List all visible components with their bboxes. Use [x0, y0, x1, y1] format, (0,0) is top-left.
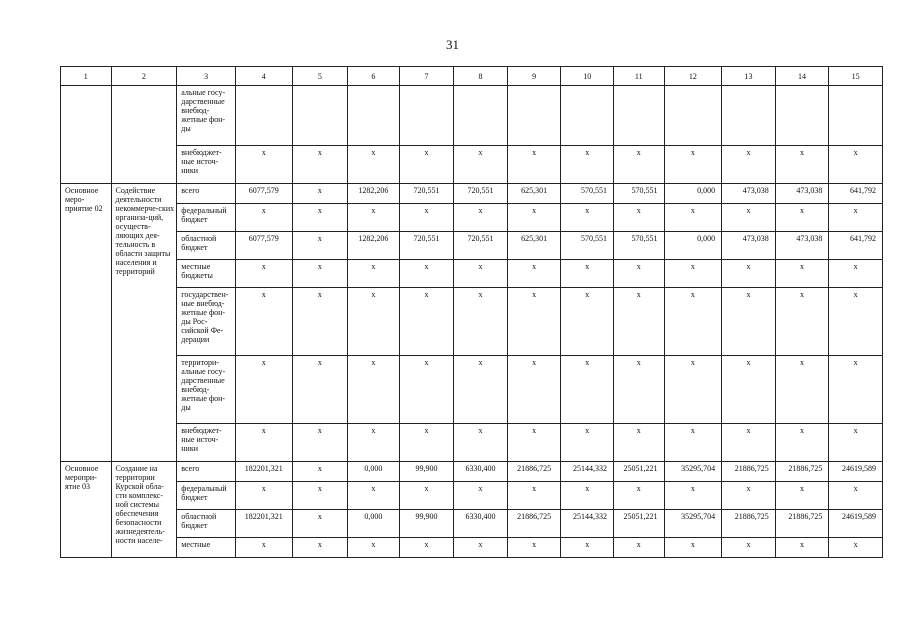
table-row — [61, 232, 883, 260]
value-cell: х — [399, 538, 454, 558]
value-cell: х — [454, 424, 508, 462]
value-cell: 99,900 — [399, 462, 454, 482]
activity-description: Создание на территории Курской обла-сти комплекс-ной системы обеспечения безопасности жизнедеятель-ности населе- — [111, 462, 177, 558]
value-cell: 35295,704 — [664, 462, 722, 482]
column-header: 2 — [111, 67, 177, 86]
value-cell: х — [561, 424, 614, 462]
value-cell: 24619,589 — [829, 510, 883, 538]
table-row — [61, 204, 883, 232]
value-cell: х — [613, 482, 664, 510]
value-cell: х — [292, 260, 348, 288]
value-cell — [561, 86, 614, 146]
value-cell: 21886,725 — [722, 462, 776, 482]
value-cell: х — [235, 356, 292, 424]
table-row — [61, 86, 883, 146]
value-cell: х — [722, 260, 776, 288]
value-cell: х — [507, 260, 561, 288]
table-row — [61, 510, 883, 538]
funding-source: альные госу-дарственные внебюд-жетные фон-ды — [177, 86, 236, 146]
column-header: 10 — [561, 67, 614, 86]
value-cell: х — [235, 146, 292, 184]
value-cell: 25051,221 — [613, 462, 664, 482]
value-cell: х — [664, 260, 722, 288]
value-cell: 473,038 — [722, 184, 776, 204]
value-cell: х — [292, 288, 348, 356]
table-row — [61, 462, 883, 482]
value-cell: х — [399, 482, 454, 510]
column-header: 8 — [454, 67, 508, 86]
funding-source: внебюджет-ные источ-ники — [177, 146, 236, 184]
value-cell: 720,551 — [454, 232, 508, 260]
value-cell: х — [292, 538, 348, 558]
table-row — [61, 424, 883, 462]
value-cell: х — [664, 356, 722, 424]
value-cell: х — [454, 538, 508, 558]
value-cell: х — [292, 204, 348, 232]
value-cell: 473,038 — [775, 184, 829, 204]
value-cell: х — [775, 424, 829, 462]
value-cell: х — [292, 146, 348, 184]
value-cell — [235, 86, 292, 146]
column-header: 5 — [292, 67, 348, 86]
value-cell: 6077,579 — [235, 184, 292, 204]
value-cell: х — [829, 356, 883, 424]
value-cell: х — [399, 204, 454, 232]
value-cell: 473,038 — [722, 232, 776, 260]
activity-description: Содействие деятельности некоммерче-ских организа-ций, осуществ-ляющих дея-тельность в области защиты населения и территорий — [111, 184, 177, 462]
value-cell: х — [722, 288, 776, 356]
value-cell — [722, 86, 776, 146]
value-cell: х — [722, 146, 776, 184]
value-cell — [399, 86, 454, 146]
value-cell: х — [235, 288, 292, 356]
value-cell: 0,000 — [348, 510, 400, 538]
value-cell — [829, 86, 883, 146]
value-cell: х — [722, 204, 776, 232]
value-cell: х — [829, 424, 883, 462]
activity-code — [61, 86, 112, 184]
value-cell: х — [561, 204, 614, 232]
value-cell: х — [399, 356, 454, 424]
value-cell: х — [235, 424, 292, 462]
value-cell: 0,000 — [664, 232, 722, 260]
value-cell: х — [348, 356, 400, 424]
value-cell: х — [775, 260, 829, 288]
table-row — [61, 482, 883, 510]
value-cell: х — [561, 146, 614, 184]
funding-source: областной бюджет — [177, 510, 236, 538]
value-cell: х — [292, 462, 348, 482]
column-header: 1 — [61, 67, 112, 86]
value-cell: х — [775, 288, 829, 356]
value-cell: х — [292, 424, 348, 462]
funding-source: территори-альные госу-дарственные внебюд-жетные фон-ды — [177, 356, 236, 424]
value-cell: 720,551 — [454, 184, 508, 204]
funding-source: местные бюджеты — [177, 260, 236, 288]
value-cell — [507, 86, 561, 146]
table-row — [61, 538, 883, 558]
value-cell: х — [664, 424, 722, 462]
value-cell: х — [507, 538, 561, 558]
value-cell: х — [348, 424, 400, 462]
column-header: 13 — [722, 67, 776, 86]
funding-source: всего — [177, 184, 236, 204]
value-cell: х — [664, 538, 722, 558]
funding-source: местные — [177, 538, 236, 558]
value-cell: х — [507, 288, 561, 356]
value-cell: х — [775, 146, 829, 184]
value-cell: х — [722, 356, 776, 424]
value-cell: 182201,321 — [235, 462, 292, 482]
value-cell: 570,551 — [561, 232, 614, 260]
value-cell: х — [454, 146, 508, 184]
value-cell: 6330,400 — [454, 462, 508, 482]
column-header: 15 — [829, 67, 883, 86]
funding-source: федеральный бюджет — [177, 204, 236, 232]
activity-description — [111, 86, 177, 184]
value-cell: 182201,321 — [235, 510, 292, 538]
value-cell: х — [775, 482, 829, 510]
value-cell: х — [613, 204, 664, 232]
column-header: 14 — [775, 67, 829, 86]
funding-source: областной бюджет — [177, 232, 236, 260]
value-cell — [664, 86, 722, 146]
funding-source: федеральный бюджет — [177, 482, 236, 510]
value-cell: х — [829, 260, 883, 288]
value-cell — [775, 86, 829, 146]
value-cell: х — [454, 288, 508, 356]
value-cell: х — [399, 424, 454, 462]
value-cell: 625,301 — [507, 232, 561, 260]
value-cell: х — [292, 482, 348, 510]
value-cell: х — [664, 288, 722, 356]
value-cell: х — [775, 356, 829, 424]
value-cell: х — [613, 424, 664, 462]
value-cell: х — [613, 260, 664, 288]
value-cell: х — [507, 356, 561, 424]
value-cell: х — [454, 204, 508, 232]
table-row — [61, 184, 883, 204]
value-cell: 570,551 — [613, 184, 664, 204]
value-cell: х — [664, 146, 722, 184]
value-cell: х — [829, 538, 883, 558]
value-cell: х — [561, 288, 614, 356]
funding-source: внебюджет-ные источ-ники — [177, 424, 236, 462]
value-cell: х — [613, 146, 664, 184]
value-cell: 21886,725 — [507, 510, 561, 538]
value-cell: х — [775, 204, 829, 232]
value-cell: 1282,206 — [348, 232, 400, 260]
value-cell: х — [507, 482, 561, 510]
table-row — [61, 146, 883, 184]
value-cell: х — [775, 538, 829, 558]
value-cell: х — [722, 538, 776, 558]
value-cell — [613, 86, 664, 146]
value-cell: х — [561, 538, 614, 558]
page-number: 31 — [446, 37, 459, 52]
value-cell: х — [722, 424, 776, 462]
value-cell: 6077,579 — [235, 232, 292, 260]
value-cell: 35295,704 — [664, 510, 722, 538]
value-cell: 473,038 — [775, 232, 829, 260]
funding-source: всего — [177, 462, 236, 482]
value-cell: х — [561, 356, 614, 424]
value-cell: х — [235, 260, 292, 288]
column-header: 7 — [399, 67, 454, 86]
value-cell — [292, 86, 348, 146]
value-cell: 6330,400 — [454, 510, 508, 538]
funding-source: государствен-ные внебюд-жетные фон-ды Рос-сийской Фе-дерации — [177, 288, 236, 356]
value-cell — [454, 86, 508, 146]
value-cell: 25144,332 — [561, 510, 614, 538]
value-cell: х — [613, 356, 664, 424]
value-cell: 21886,725 — [775, 462, 829, 482]
value-cell: х — [507, 204, 561, 232]
value-cell: х — [292, 510, 348, 538]
value-cell: х — [507, 424, 561, 462]
value-cell: х — [829, 482, 883, 510]
value-cell: 570,551 — [561, 184, 614, 204]
column-header: 3 — [177, 67, 236, 86]
value-cell: х — [613, 288, 664, 356]
value-cell: 21886,725 — [507, 462, 561, 482]
value-cell — [348, 86, 400, 146]
value-cell: 1282,206 — [348, 184, 400, 204]
value-cell: х — [292, 232, 348, 260]
value-cell: х — [829, 288, 883, 356]
activity-code: Основное меропри-ятие 03 — [61, 462, 112, 558]
column-header: 11 — [613, 67, 664, 86]
value-cell: х — [613, 538, 664, 558]
column-header: 4 — [235, 67, 292, 86]
value-cell: х — [399, 288, 454, 356]
value-cell: х — [507, 146, 561, 184]
value-cell: х — [454, 482, 508, 510]
value-cell: х — [348, 538, 400, 558]
value-cell: х — [454, 356, 508, 424]
column-header: 6 — [348, 67, 400, 86]
value-cell: х — [454, 260, 508, 288]
budget-table — [60, 66, 883, 558]
activity-code: Основное меро-приятие 02 — [61, 184, 112, 462]
value-cell: х — [664, 204, 722, 232]
value-cell: х — [561, 260, 614, 288]
value-cell: х — [561, 482, 614, 510]
value-cell: х — [664, 482, 722, 510]
value-cell: х — [399, 146, 454, 184]
value-cell: 0,000 — [664, 184, 722, 204]
value-cell: х — [292, 184, 348, 204]
value-cell: 25051,221 — [613, 510, 664, 538]
table-row — [61, 260, 883, 288]
value-cell: 570,551 — [613, 232, 664, 260]
value-cell: х — [235, 204, 292, 232]
value-cell: х — [348, 260, 400, 288]
value-cell: х — [348, 288, 400, 356]
value-cell: 0,000 — [348, 462, 400, 482]
header-row — [61, 67, 883, 86]
value-cell: х — [348, 204, 400, 232]
table-row — [61, 356, 883, 424]
value-cell: х — [348, 146, 400, 184]
value-cell: 21886,725 — [722, 510, 776, 538]
value-cell: х — [399, 260, 454, 288]
value-cell: х — [235, 538, 292, 558]
value-cell: х — [829, 146, 883, 184]
column-header: 9 — [507, 67, 561, 86]
value-cell: 641,792 — [829, 232, 883, 260]
value-cell: х — [235, 482, 292, 510]
value-cell: 99,900 — [399, 510, 454, 538]
value-cell: х — [722, 482, 776, 510]
table-row — [61, 288, 883, 356]
value-cell: 720,551 — [399, 184, 454, 204]
value-cell: х — [292, 356, 348, 424]
value-cell: 641,792 — [829, 184, 883, 204]
value-cell: 21886,725 — [775, 510, 829, 538]
value-cell: 720,551 — [399, 232, 454, 260]
value-cell: 625,301 — [507, 184, 561, 204]
value-cell: 24619,589 — [829, 462, 883, 482]
column-header: 12 — [664, 67, 722, 86]
value-cell: х — [348, 482, 400, 510]
value-cell: х — [829, 204, 883, 232]
value-cell: 25144,332 — [561, 462, 614, 482]
